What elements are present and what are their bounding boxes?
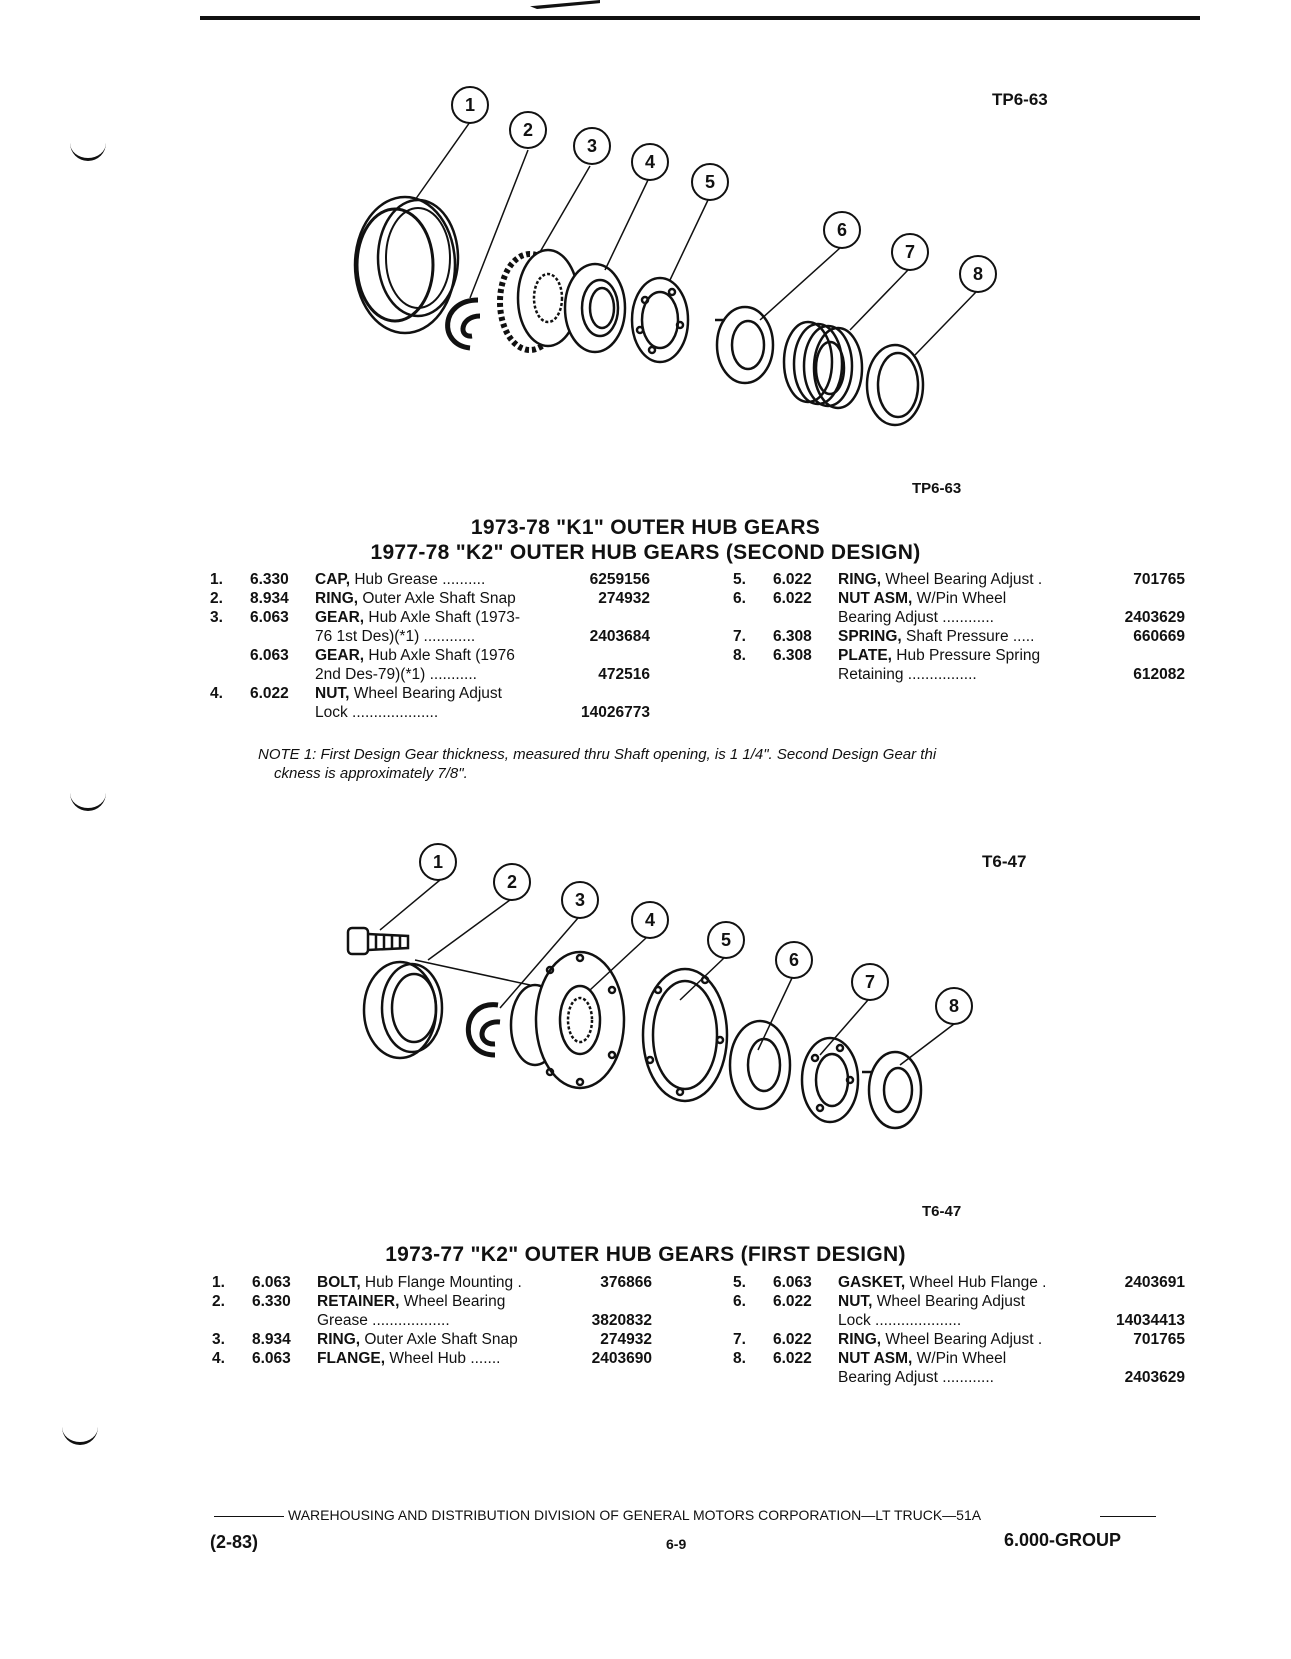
part-description: NUT, Wheel Bearing Adjust (315, 685, 502, 702)
group-code: 8.934 (250, 590, 289, 607)
part-description: BOLT, Hub Flange Mounting . (317, 1274, 522, 1291)
group-code: 6.063 (250, 647, 289, 664)
item-number: 1. (210, 571, 223, 588)
callout-8 (936, 988, 972, 1024)
part-number: 274932 (598, 590, 650, 607)
bearing-adjust-ring-illustration-2 (802, 1038, 858, 1122)
part-number: 14034413 (1116, 1312, 1185, 1329)
callout-2 (494, 864, 530, 900)
svg-text:4: 4 (644, 152, 656, 172)
snap-ring-illustration (448, 300, 480, 348)
part-description: Lock .................... (838, 1312, 962, 1329)
figure-1-parts-list-left (210, 570, 680, 730)
part-description: Bearing Adjust ............ (838, 1369, 994, 1386)
group-code: 8.934 (252, 1331, 291, 1348)
callout-3 (562, 882, 598, 918)
group-code: 6.022 (773, 1350, 812, 1367)
svg-text:3: 3 (586, 136, 598, 156)
callout-1 (420, 844, 456, 880)
part-number: 472516 (598, 666, 650, 683)
part-description: RING, Wheel Bearing Adjust . (838, 1331, 1043, 1348)
part-number: 274932 (600, 1331, 652, 1348)
group-code: 6.330 (252, 1293, 291, 1310)
nut-assembly-illustration-2 (862, 1052, 921, 1128)
snap-ring-illustration-2 (468, 1005, 500, 1055)
figure-1-note-line-2: ckness is approximately 7/8". (274, 765, 468, 782)
part-number: 612082 (1133, 666, 1185, 683)
item-number: 7. (733, 1331, 746, 1348)
item-number: 8. (733, 647, 746, 664)
figure-1-parts-list-right (733, 570, 1185, 690)
binder-mark (70, 790, 106, 811)
item-number: 5. (733, 571, 746, 588)
part-description: Bearing Adjust ............ (838, 609, 994, 626)
footer-rule-left (214, 1516, 284, 1517)
svg-text:5: 5 (704, 172, 716, 192)
footer-group: 6.000-GROUP (1004, 1530, 1122, 1550)
part-description: NUT, Wheel Bearing Adjust (838, 1293, 1025, 1310)
callout-4 (632, 144, 668, 180)
figure-1-note-line-1: NOTE 1: First Design Gear thickness, measured thru Shaft opening, is 1 1/4". Second Design Gear thi (258, 746, 937, 763)
part-description: NUT ASM, W/Pin Wheel (838, 590, 1007, 607)
callout-4 (632, 902, 668, 938)
callout-7 (852, 964, 888, 1000)
part-number: 376866 (600, 1274, 652, 1291)
bearing-adjust-lock-nut-illustration-2 (730, 1021, 790, 1109)
part-number: 660669 (1133, 628, 1185, 645)
item-number: 6. (733, 590, 746, 607)
group-code: 6.330 (250, 571, 289, 588)
part-description: RING, Outer Axle Shaft Snap (317, 1331, 518, 1348)
part-description: RING, Wheel Bearing Adjust . (838, 571, 1043, 588)
part-description: NUT ASM, W/Pin Wheel (838, 1350, 1007, 1367)
item-number: 3. (210, 609, 223, 626)
footer-division: WAREHOUSING AND DISTRIBUTION DIVISION OF GENERAL MOTORS CORPORATION—LT TRUCK—51A (288, 1507, 982, 1523)
part-description: 2nd Des-79)(*1) ........... (315, 666, 477, 683)
part-description: RING, Outer Axle Shaft Snap (315, 590, 516, 607)
part-description: RETAINER, Wheel Bearing (317, 1293, 506, 1310)
svg-text:7: 7 (864, 972, 876, 992)
part-number: 14026773 (581, 704, 650, 721)
svg-text:2: 2 (522, 120, 534, 140)
figure-2-exploded-view (340, 840, 1000, 1180)
svg-text:8: 8 (948, 996, 960, 1016)
svg-text:5: 5 (720, 930, 732, 950)
group-code: 6.022 (773, 590, 812, 607)
callout-6 (824, 212, 860, 248)
svg-text:4: 4 (644, 910, 656, 930)
group-code: 6.022 (773, 571, 812, 588)
header-rule (200, 16, 1200, 20)
header-mark (530, 0, 600, 9)
item-number: 6. (733, 1293, 746, 1310)
wheel-hub-flange-illustration (511, 952, 624, 1088)
item-number: 1. (212, 1274, 225, 1291)
figure-1-exploded-view (330, 80, 1010, 450)
item-number: 8. (733, 1350, 746, 1367)
part-number: 2403690 (591, 1350, 652, 1367)
group-code: 6.063 (252, 1274, 291, 1291)
svg-text:8: 8 (972, 264, 984, 284)
item-number: 2. (210, 590, 223, 607)
group-code: 6.063 (252, 1350, 291, 1367)
item-number: 7. (733, 628, 746, 645)
figure-1-id-bottom: TP6-63 (912, 480, 962, 497)
part-number: 2403691 (1124, 1274, 1185, 1291)
shaft-pressure-spring-illustration (784, 322, 862, 408)
part-number: 2403684 (589, 628, 650, 645)
part-description: FLANGE, Wheel Hub ....... (317, 1350, 501, 1367)
group-code: 6.022 (773, 1293, 812, 1310)
item-number: 2. (212, 1293, 225, 1310)
part-description: GEAR, Hub Axle Shaft (1976 (315, 647, 515, 664)
callout-8 (960, 256, 996, 292)
group-code: 6.308 (773, 647, 812, 664)
part-description: GEAR, Hub Axle Shaft (1973- (315, 609, 521, 626)
callout-3 (574, 128, 610, 164)
item-number: 4. (212, 1350, 225, 1367)
hub-grease-cap-illustration (355, 197, 458, 333)
svg-text:7: 7 (904, 242, 916, 262)
hub-flange-bolt-illustration (348, 928, 408, 954)
callout-5 (708, 922, 744, 958)
footer-page-number: 6-9 (666, 1536, 687, 1552)
bearing-grease-retainer-illustration (364, 962, 442, 1058)
svg-text:1: 1 (464, 95, 476, 115)
part-number: 701765 (1133, 571, 1185, 588)
svg-text:6: 6 (836, 220, 848, 240)
svg-text:3: 3 (574, 890, 586, 910)
binder-mark (70, 140, 106, 161)
callout-5 (692, 164, 728, 200)
part-number: 2403629 (1124, 1369, 1185, 1386)
footer-date-code: (2-83) (210, 1532, 259, 1552)
part-description: Grease .................. (317, 1312, 450, 1329)
svg-text:1: 1 (432, 852, 444, 872)
svg-text:6: 6 (788, 950, 800, 970)
figure-1-id-top: TP6-63 (992, 90, 1048, 109)
figure-1-title-line-1: 1973-78 "K1" OUTER HUB GEARS (470, 516, 821, 539)
bearing-adjust-ring-illustration (632, 278, 688, 362)
group-code: 6.022 (773, 1331, 812, 1348)
part-number: 6259156 (589, 571, 650, 588)
group-code: 6.063 (773, 1274, 812, 1291)
item-number: 3. (212, 1331, 225, 1348)
part-description: GASKET, Wheel Hub Flange . (838, 1274, 1047, 1291)
wheel-hub-flange-gasket-illustration (643, 969, 727, 1101)
callout-1 (452, 87, 488, 123)
part-description: Lock .................... (315, 704, 439, 721)
figure-2-parts-list-right (733, 1273, 1185, 1393)
figure-2-id-top: T6-47 (982, 852, 1027, 871)
figure-1-title-line-2: 1977-78 "K2" OUTER HUB GEARS (SECOND DESIGN) (370, 541, 921, 564)
callout-7 (892, 234, 928, 270)
group-code: 6.063 (250, 609, 289, 626)
bearing-adjust-lock-nut-illustration (565, 264, 625, 352)
figure-2-parts-list-left (212, 1273, 682, 1393)
hub-pressure-spring-plate-illustration (867, 345, 923, 425)
item-number: 5. (733, 1274, 746, 1291)
nut-assembly-illustration (715, 307, 773, 383)
callout-6 (776, 942, 812, 978)
item-number: 4. (210, 685, 223, 702)
footer-rule-right (1100, 1516, 1156, 1517)
binder-mark (62, 1424, 98, 1445)
group-code: 6.308 (773, 628, 812, 645)
part-number: 701765 (1133, 1331, 1185, 1348)
part-description: Retaining ................ (838, 666, 977, 683)
part-description: CAP, Hub Grease .......... (315, 571, 486, 588)
figure-2-id-bottom: T6-47 (922, 1203, 962, 1220)
group-code: 6.022 (250, 685, 289, 702)
svg-text:2: 2 (506, 872, 518, 892)
callout-2 (510, 112, 546, 148)
part-number: 3820832 (591, 1312, 652, 1329)
part-description: 76 1st Des)(*1) ............ (315, 628, 476, 645)
part-description: SPRING, Shaft Pressure ..... (838, 628, 1035, 645)
part-number: 2403629 (1124, 609, 1185, 626)
figure-2-title: 1973-77 "K2" OUTER HUB GEARS (FIRST DESIGN) (385, 1243, 906, 1266)
part-description: PLATE, Hub Pressure Spring (838, 647, 1041, 664)
